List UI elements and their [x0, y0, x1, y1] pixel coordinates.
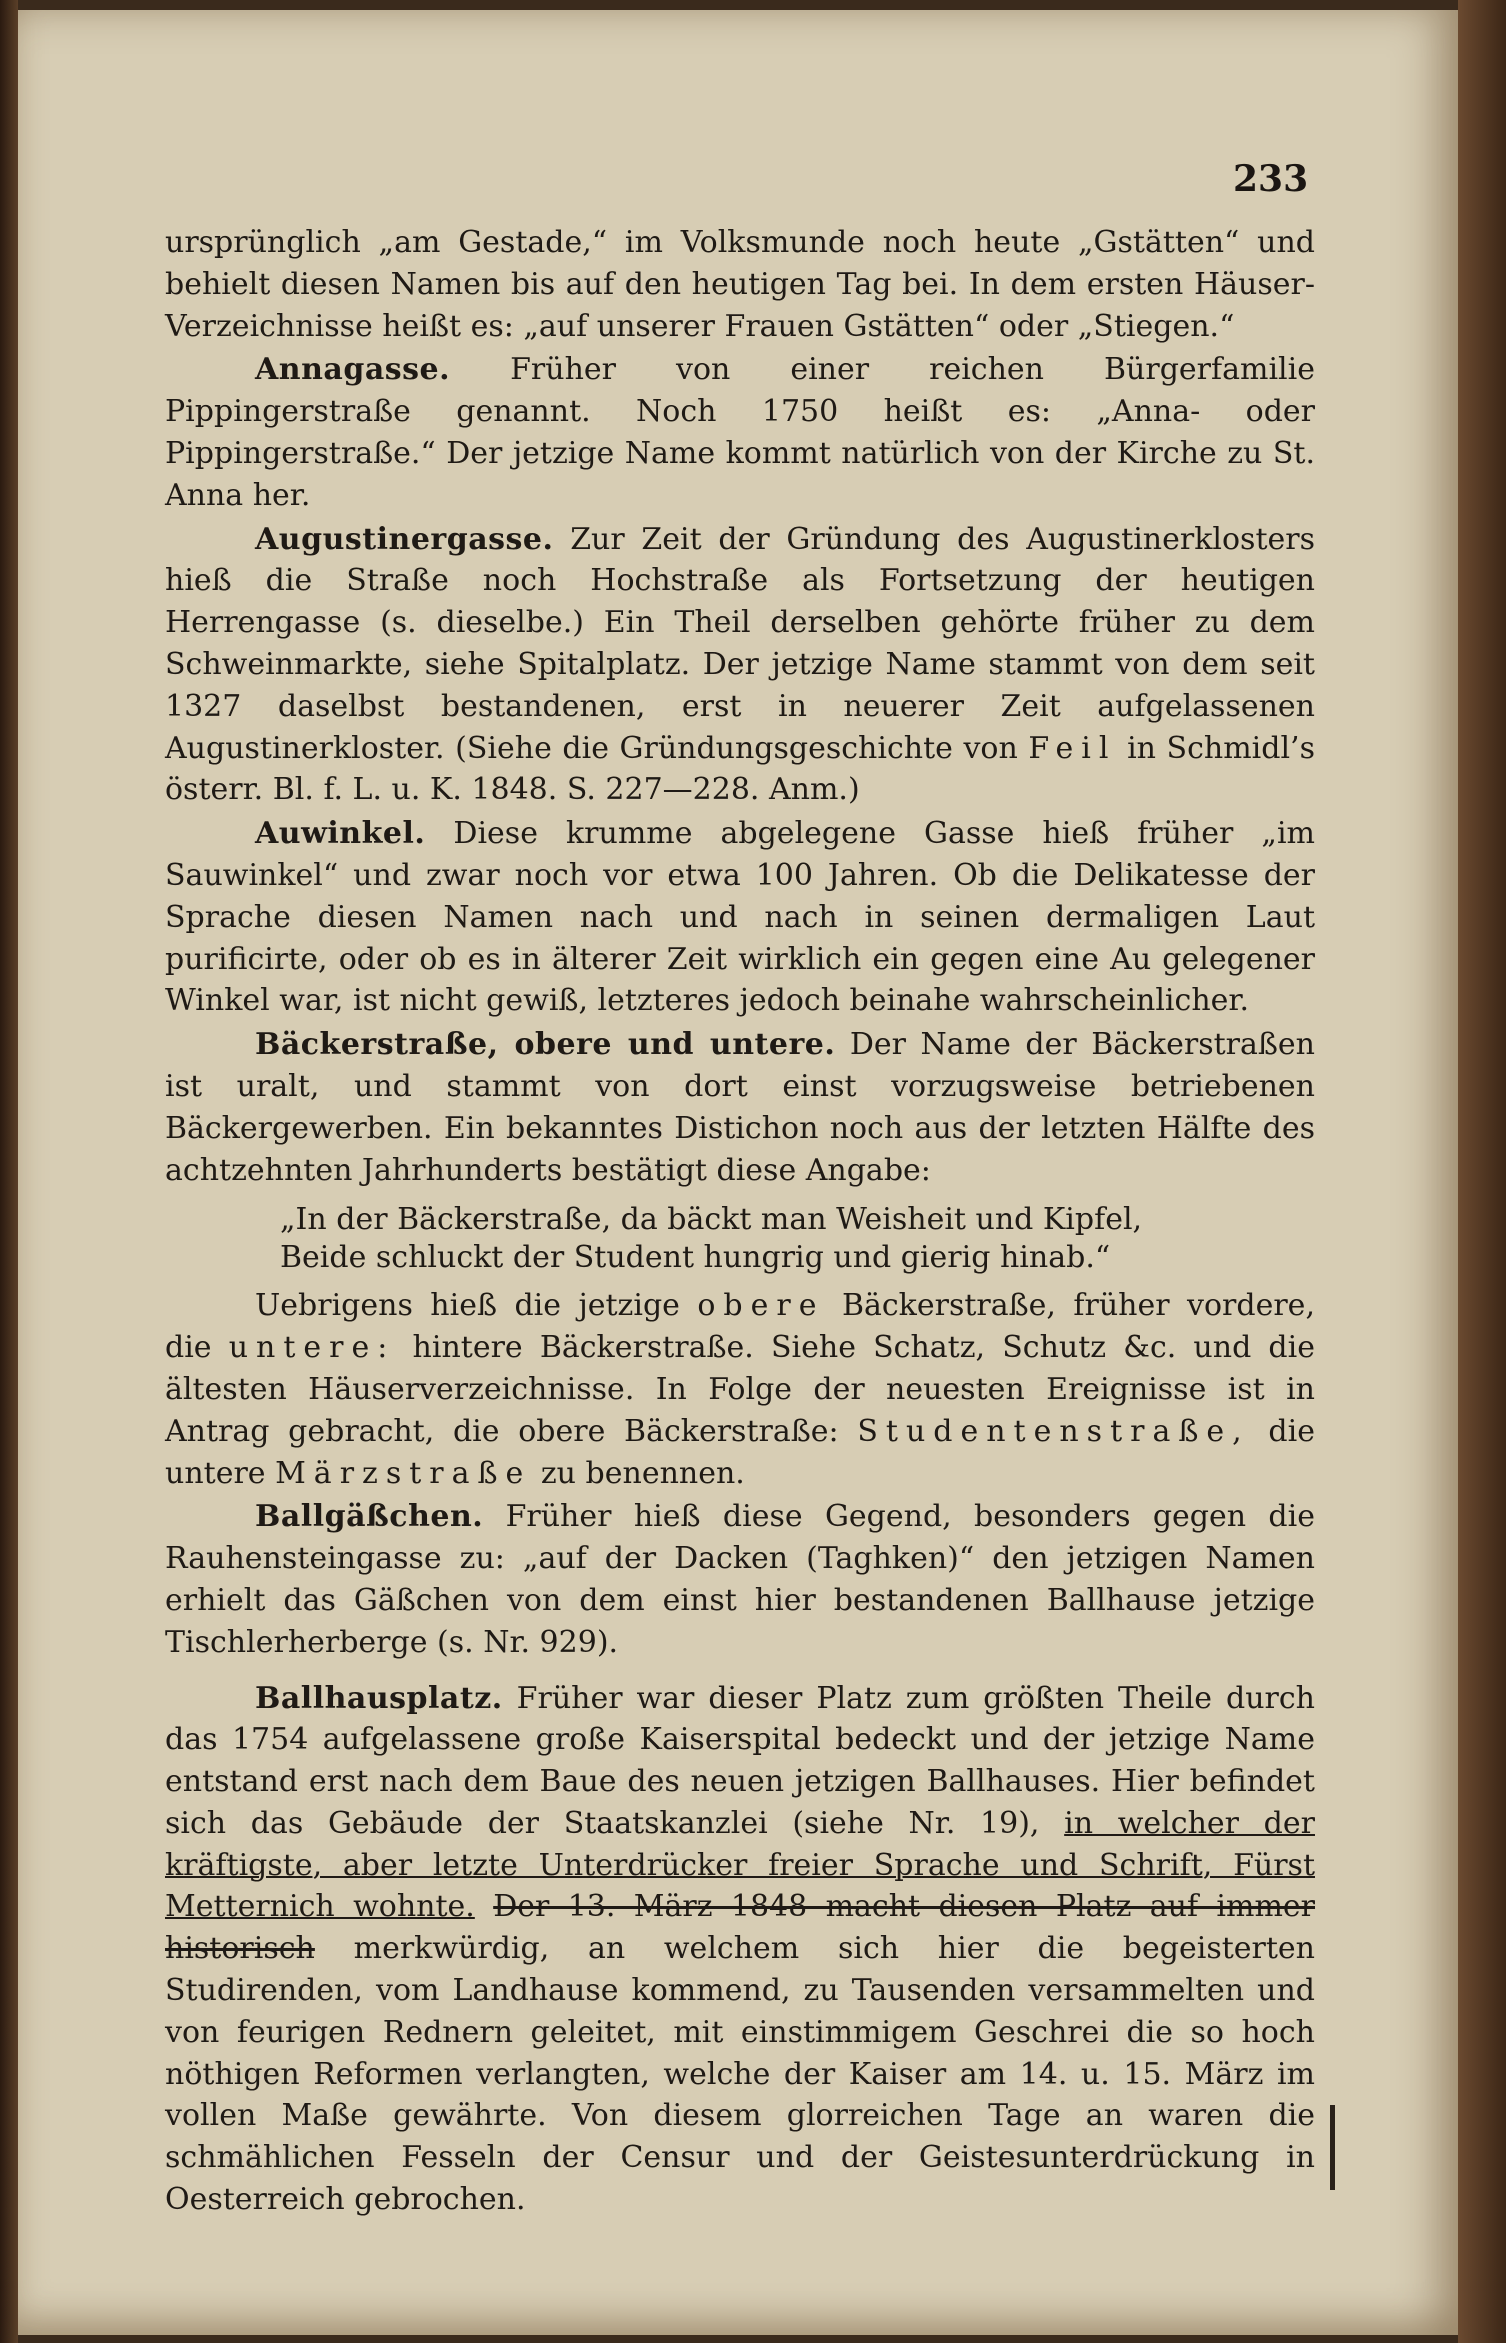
- headword-baeckerstrasse: Bäckerstraße, obere und untere.: [255, 1027, 836, 1063]
- entry-text: Der Name der Bäckerstraßen ist uralt, und stammt von dort einst vorzugsweise betriebenen Bäckergewerben. Ein bekanntes Distichon noch aus der letzten Hälfte des achtzehnten Jahrhunderts bestätigt diese Angabe:: [165, 1027, 1315, 1188]
- spaced-word: obere: [697, 1288, 825, 1324]
- headword-auwinkel: Auwinkel.: [255, 816, 426, 852]
- distichon: [280, 1201, 1315, 1277]
- margin-pencil-mark: [1330, 2105, 1335, 2190]
- text: hintere Bäckerstraße. Siehe Schatz, Schutz &c. und die ältesten Häuserverzeichnisse. In Folge der neuesten Ereignisse ist in Antrag gebracht, die obere Bäckerstraße:: [165, 1330, 1315, 1449]
- page-text: [165, 222, 1315, 2223]
- entry-text: merkwürdig, an welchem sich hier die begeisterten Studirenden, vom Landhause kommend, zu Tausenden versammelten und von feurigen Rednern geleitet, mit einstimmigem Geschrei die so hoch nöthigen Reformen verlangten, welche der Kaiser am 14. u. 15. März im vollen Maße gewährte. Von diesem glorreichen Tage an waren die schmählichen Fesseln der Censur und der Geistesunterdrückung in Oesterreich gebrochen.: [165, 1931, 1315, 2218]
- headword-ballgaesschen: Ballgäßchen.: [255, 1499, 484, 1535]
- entry-annagasse: [165, 349, 1315, 516]
- entry-text: Zur Zeit der Gründung des Augustinerklosters hieß die Straße noch Hochstraße als Fortsetzung der heutigen Herrengasse (s. dieselbe.) Ein Theil derselben gehörte früher zu dem Schweinmarkte, siehe Spitalplatz. Der jetzige Name stammt von dem seit 1327 daselbst bestandenen, erst in neuerer Zeit aufgelassenen Augustinerkloster. (Siehe die Gründungsgeschichte von: [165, 521, 1315, 766]
- paragraph-uebrigens: [165, 1285, 1315, 1494]
- spaced-name: Feil: [1028, 730, 1117, 766]
- text: Bäckerstraße, früher vordere, die: [165, 1288, 1315, 1366]
- text: zu benennen.: [540, 1455, 745, 1491]
- verse-line: Beide schluckt der Student hungrig und gierig hinab.“: [280, 1240, 1111, 1276]
- spaced-word: Märzstraße: [275, 1455, 532, 1491]
- underlined-passage: in welcher der kräftigste, aber letzte Unterdrücker freier Sprache und Schrift, Fürst Metternich wohnte.: [165, 1805, 1315, 1925]
- book-edge: [1458, 0, 1506, 2343]
- spaced-word: untere:: [228, 1330, 396, 1366]
- verse-line: „In der Bäckerstraße, da bäckt man Weisheit und Kipfel,: [280, 1202, 1143, 1238]
- entry-text: Früher war dieser Platz zum größten Theile durch das 1754 aufgelassene große Kaiserspital bedeckt und der jetzige Name entstand erst nach dem Baue des neuen jetzigen Ballhauses. Hier befindet sich das Gebäude der Staatskanzlei (siehe Nr. 19),: [165, 1680, 1315, 1841]
- entry-text: in Schmidl’s österr. Bl. f. L. u. K. 1848. S. 227—228. Anm.): [165, 730, 1315, 808]
- entry-text: Früher hieß diese Gegend, besonders gegen die Rauhensteingasse zu: „auf der Dacken (Taghken)“ den jetzigen Namen erhielt das Gäßchen von dem einst hier bestandenen Ballhause jetzige Tischlerherberge (s. Nr. 929).: [165, 1499, 1315, 1660]
- paragraph-intro: ursprünglich „am Gestade,“ im Volksmunde noch heute „Gstätten“ und behielt diesen Namen bis auf den heutigen Tag bei. In dem ersten Häuser-Verzeichnisse heißt es: „auf unserer Frauen Gstätten“ oder „Stiegen.“: [165, 225, 1315, 344]
- entry-text: Früher von einer reichen Bürgerfamilie Pippingerstraße genannt. Noch 1750 heißt es: „Anna- oder Pippingerstraße.“ Der jetzige Name kommt natürlich von der Kirche zu St. Anna her.: [165, 352, 1315, 513]
- entry-augustinergasse: [165, 519, 1315, 812]
- spaced-word: Studentenstraße,: [857, 1413, 1250, 1449]
- headword-ballhausplatz: Ballhausplatz.: [255, 1680, 503, 1716]
- text: Uebrigens hieß die jetzige: [255, 1288, 680, 1324]
- text: die untere: [165, 1413, 1315, 1491]
- headword-annagasse: Annagasse.: [255, 352, 451, 388]
- entry-auwinkel: [165, 813, 1315, 1022]
- page-number: 233: [1233, 158, 1309, 200]
- entry-baeckerstrasse: [165, 1024, 1315, 1191]
- entry-ballgaesschen: [165, 1496, 1315, 1663]
- entry-text: Diese krumme abgelegene Gasse hieß früher „im Sauwinkel“ und zwar noch vor etwa 100 Jahren. Ob die Delikatesse der Sprache diesen Namen nach und nach in seinen dermaligen Laut purificirte, oder ob es in älterer Zeit wirklich ein gegen eine Au gelegener Winkel war, ist nicht gewiß, letzteres jedoch beinahe wahrscheinlicher.: [165, 816, 1315, 1019]
- entry-ballhausplatz: [165, 1678, 1315, 2221]
- struck-passage: Der 13. März 1848 macht diesen Platz auf immer historisch: [165, 1889, 1316, 1967]
- headword-augustinergasse: Augustinergasse.: [255, 521, 554, 557]
- book-gutter: [0, 0, 18, 2343]
